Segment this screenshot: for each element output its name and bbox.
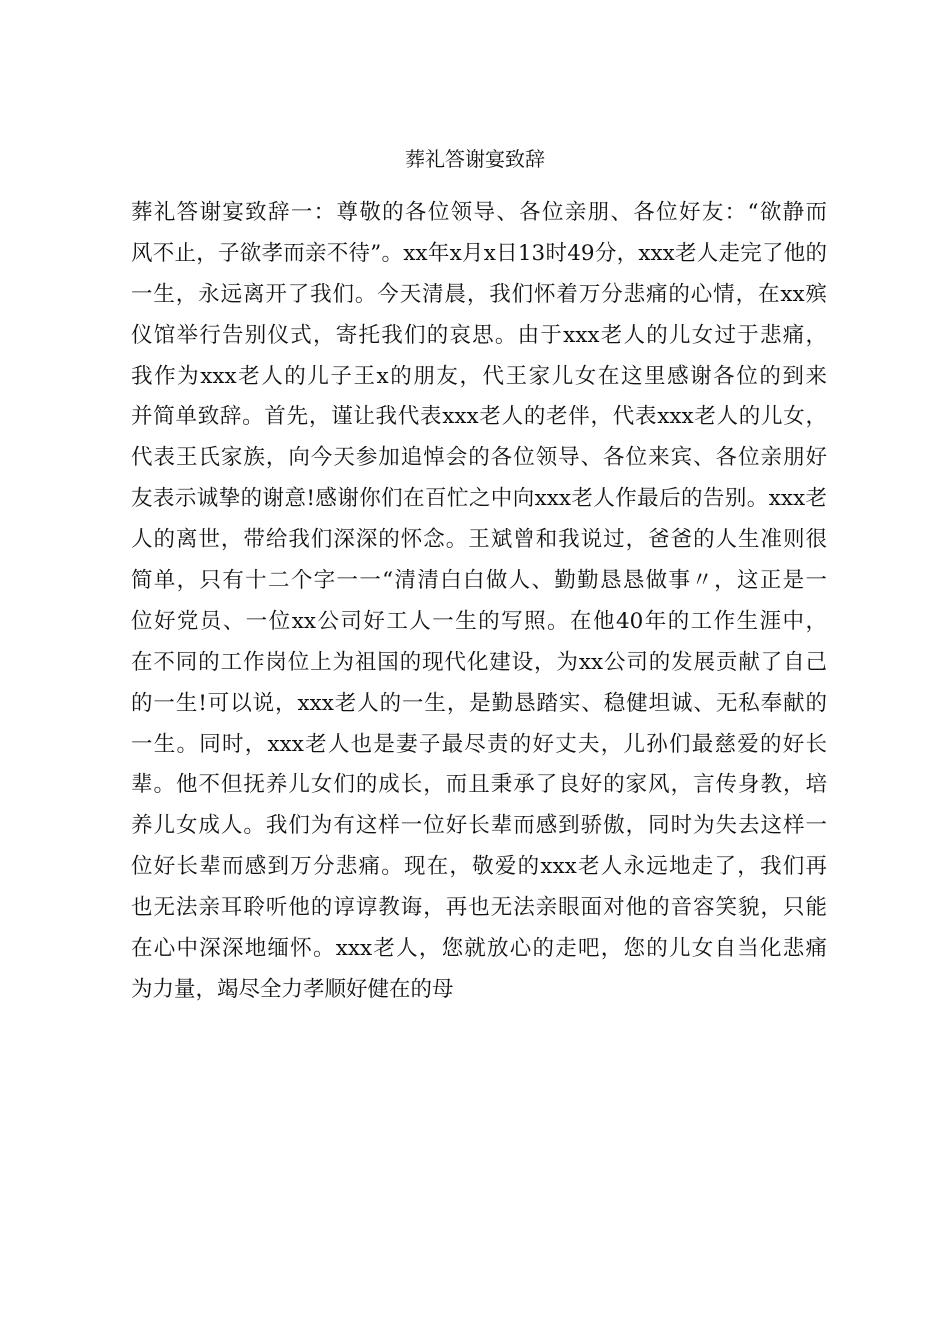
body-line-12: 在不同的工作岗位上为祖国的现代化建设，为xx公司的发展贡献了自己 [131,649,827,675]
body-line-16: 养儿女成人。我们为有这样一位好长辈而感到骄傲，同时为失去这样一 [131,813,827,839]
body-line-7: 代表王氏家族，向今天参加追悼会的各位领导、各位来宾、各位亲朋好 [131,445,827,471]
document-title: 葬礼答谢宴致辞 [405,147,545,171]
body-line-10: 简单，只有十二个字一一“清清白白做人、勤勤恳恳做事〃，这正是一 [131,568,827,594]
body-line-5: 我作为xxx老人的儿子王x的朋友，代王家儿女在这里感谢各位的到来 [131,363,827,389]
document-body [131,193,827,1011]
body-line-15: 辈。他不但抚养儿女们的成长，而且秉承了良好的家风，言传身教，培 [131,772,827,798]
body-line-1: 葬礼答谢宴致辞一：尊敬的各位领导、各位亲朋、各位好友：“欲静而 [131,200,827,225]
body-line-14: 一生。同时，xxx老人也是妻子最尽责的好丈夫，儿孙们最慈爱的好长 [131,731,827,757]
body-line-17: 位好长辈而感到万分悲痛。现在，敬爱的xxx老人永远地走了，我们再 [131,854,827,880]
body-line-18: 也无法亲耳聆听他的谆谆教诲，再也无法亲眼面对他的音容笑貌，只能 [131,895,827,921]
body-line-2: 风不止，子欲孝而亲不待”。xx年x月x日13时49分，xxx老人走完了他的 [131,240,827,266]
body-line-9: 人的离世，带给我们深深的怀念。王斌曾和我说过，爸爸的人生准则很 [131,527,827,553]
body-line-19: 在心中深深地缅怀。xxx老人，您就放心的走吧，您的儿女自当化悲痛 [131,936,827,962]
body-line-13: 的一生!可以说，xxx老人的一生，是勤恳踏实、稳健坦诚、无私奉献的 [131,690,827,716]
body-line-4: 仪馆举行告别仪式，寄托我们的哀思。由于xxx老人的儿女过于悲痛， [131,322,827,348]
body-line-3: 一生，永远离开了我们。今天清晨，我们怀着万分悲痛的心情，在xx殡 [131,281,827,307]
body-line-11: 位好党员、一位xx公司好工人一生的写照。在他40年的工作生涯中， [131,608,827,634]
body-line-6: 并简单致辞。首先，谨让我代表xxx老人的老伴，代表xxx老人的儿女， [131,404,827,430]
body-line-8: 友表示诚挚的谢意!感谢你们在百忙之中向xxx老人作最后的告别。xxx老 [131,486,827,512]
body-line-20: 为力量，竭尽全力孝顺好健在的母 [131,976,454,1002]
